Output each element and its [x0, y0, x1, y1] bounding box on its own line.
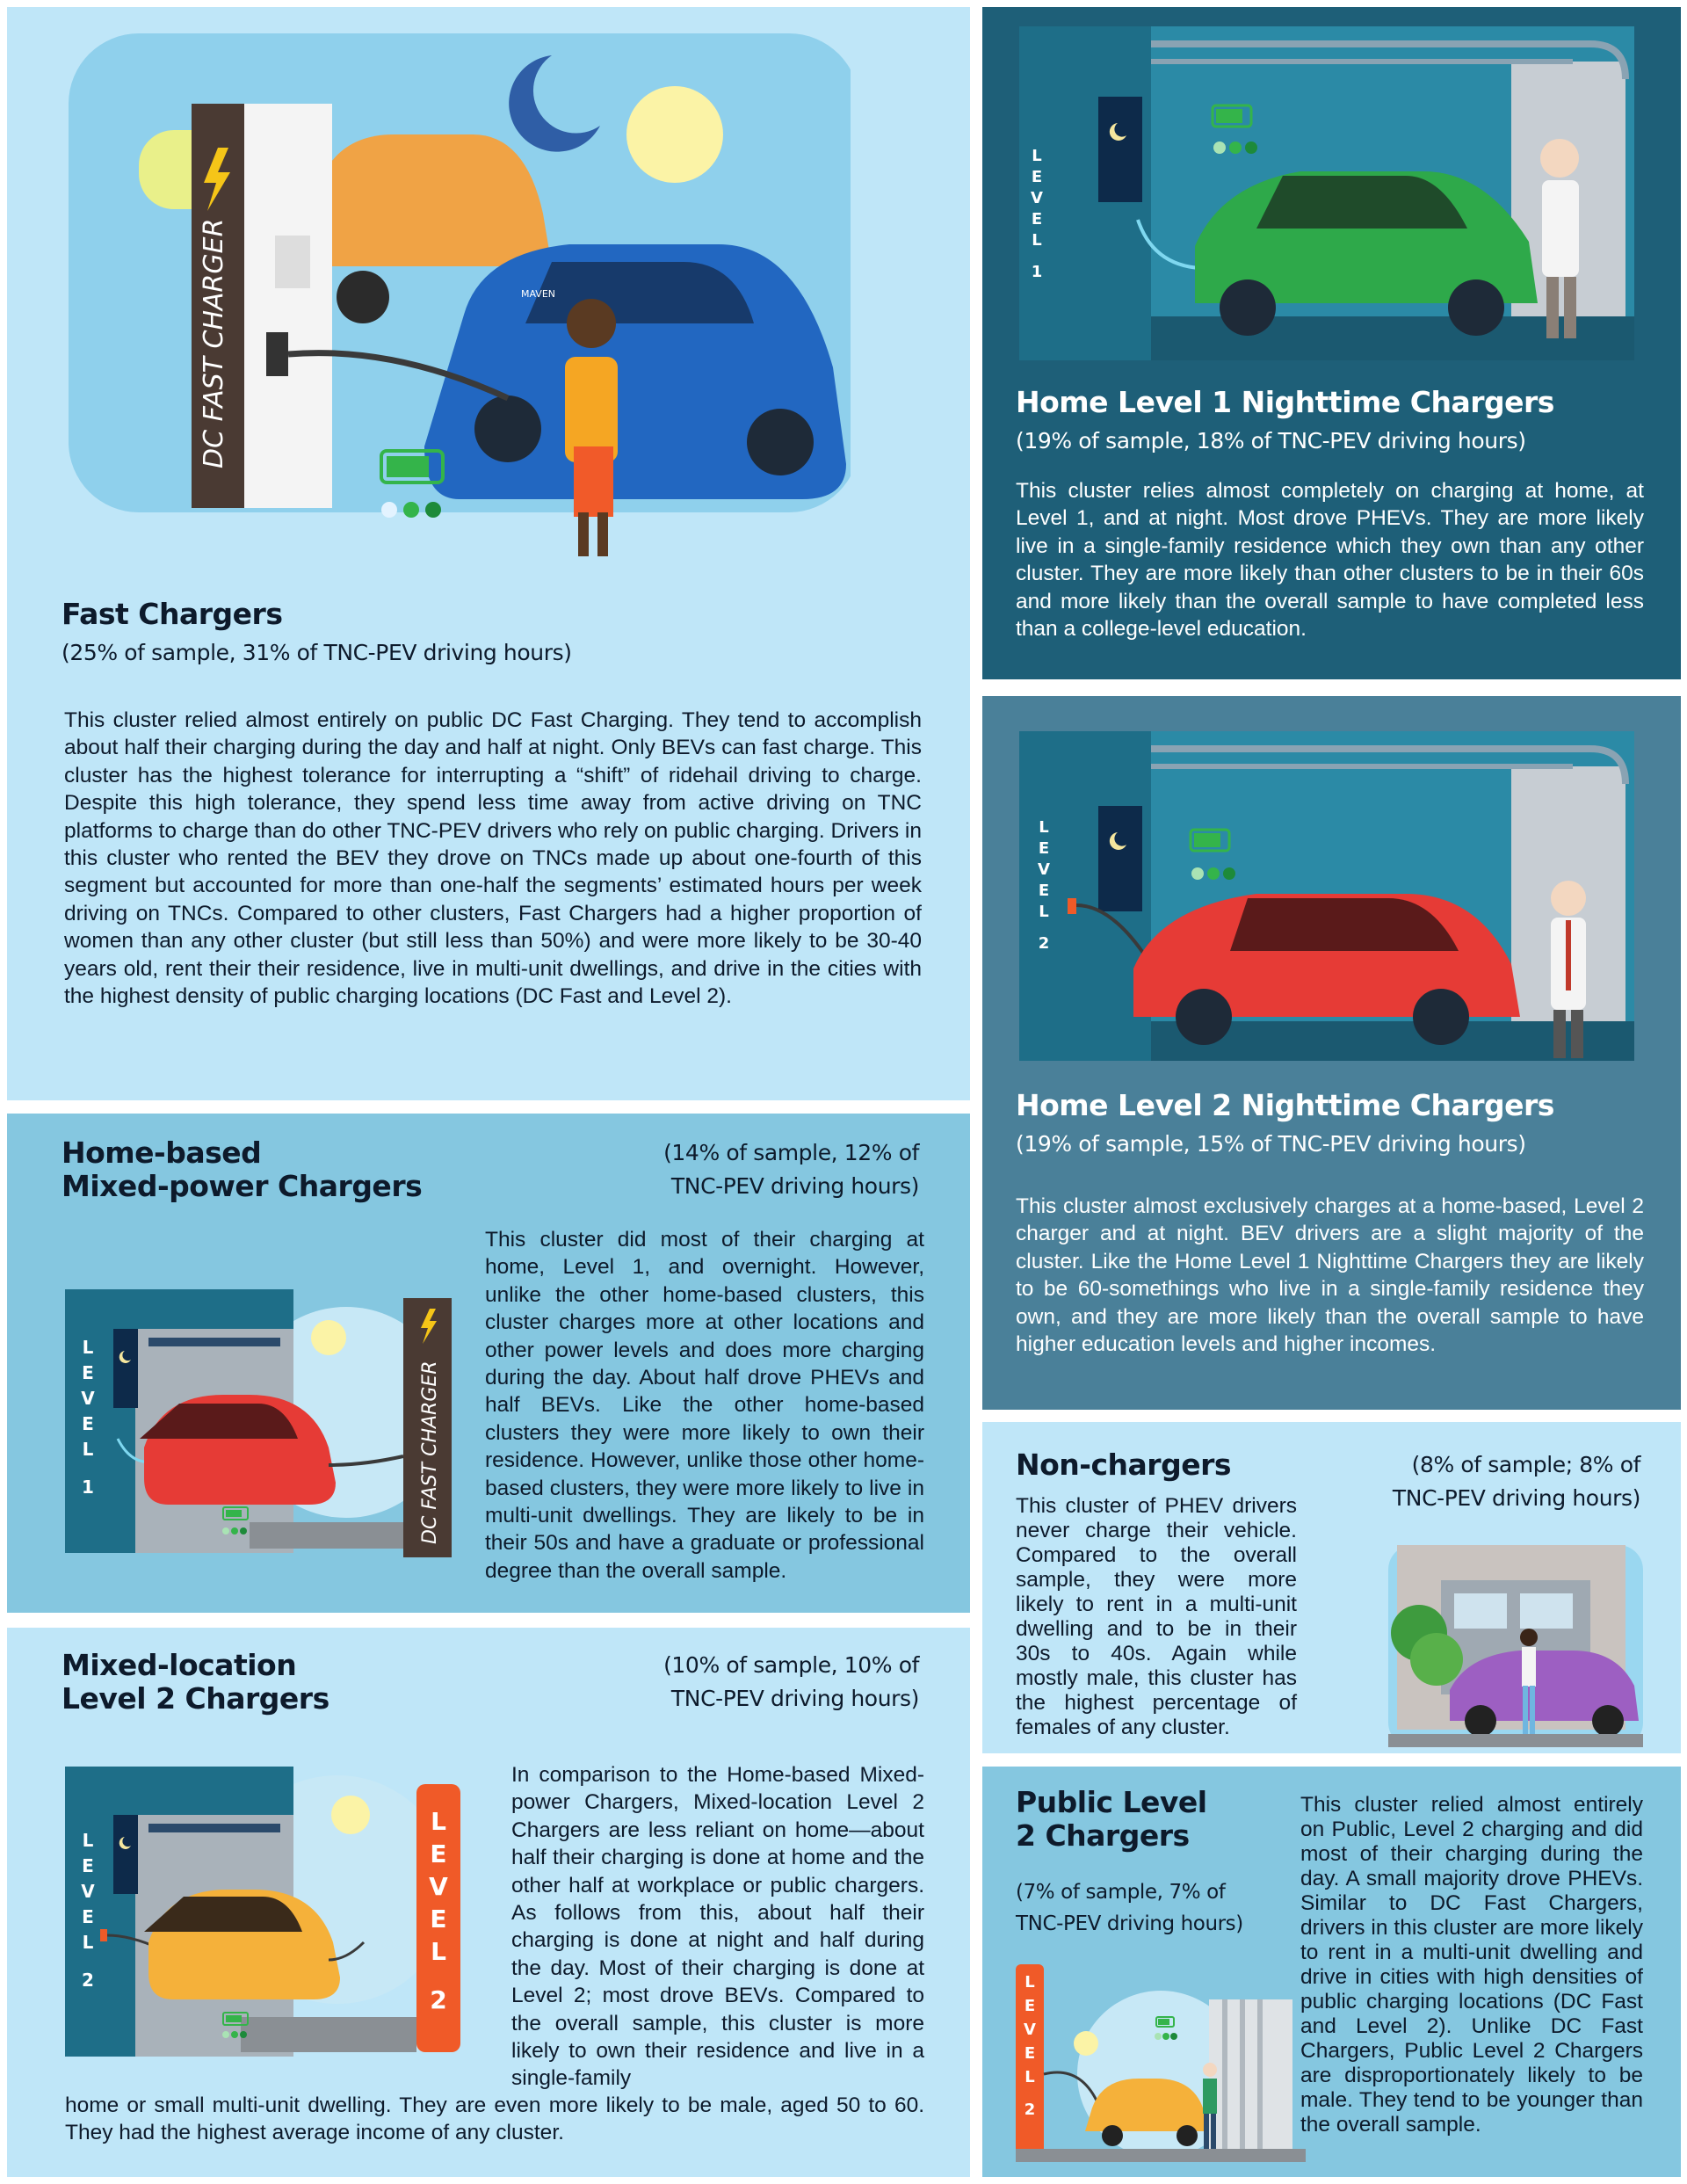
public-level2-subtitle-line2: TNC-PEV driving hours) [1016, 1912, 1243, 1935]
mixed-location-subtitle-line2: TNC-PEV driving hours) [670, 1686, 919, 1711]
fast-chargers-body: This cluster relied almost entirely on public DC Fast Charging. They tend to accomplish about half their charging during the day and half at night. Only BEVs can fast charge. This cluster has the highest tolerance for interrupting a “shift” of ridehail driving to charge. Despite this high tolerance, they spend less time away from active driving on TNC platforms to charge than do other TNC-PEV drivers who rely on public charging. Drivers in this cluster who rented the BEV they drove on TNCs made up about one-fourth of this segment but accounted for more than one-half the segments’ estimated hours per week driving on TNCs. Compared to other clusters, Fast Chargers had a higher proportion of women than any other cluster (but still less than 50%) and were more likely to be 30-40 years old, rent their their residence, live in multi-unit dwellings, and drive in the cities with the highest density of public charging locations (DC Fast and Level 2). [64, 708, 922, 1009]
level-letter: L [1032, 147, 1042, 165]
level-letter: L [82, 1439, 94, 1460]
mixed-power-subtitle-line2: TNC-PEV driving hours) [670, 1173, 919, 1199]
level-letter: E [82, 1855, 94, 1876]
fast-charger-illustration [60, 7, 851, 570]
level-letter: E [1038, 839, 1050, 858]
level-letter: V [1031, 189, 1043, 207]
level-letter: L [1039, 903, 1049, 921]
level-number: 1 [1031, 263, 1043, 281]
mixed-location-level-letters [79, 1828, 97, 1993]
level-letter: E [1024, 2044, 1036, 2063]
public-level2-subtitle-line1: (7% of sample, 7% of [1016, 1881, 1226, 1904]
level-letter: V [81, 1388, 95, 1409]
home-level2-title: Home Level 2 Nighttime Chargers [1016, 1088, 1554, 1122]
level-letter: E [1024, 1997, 1036, 2015]
level-letter: E [82, 1362, 94, 1383]
mixed-location-panel [7, 1628, 970, 2177]
level-letter: E [1038, 882, 1050, 900]
mixed-location-body: In comparison to the Home-based Mixed-power Chargers, Mixed-location Level 2 Chargers are less reliant on home—about half their charging is done at home and the other half at workplace or public chargers. As follows from this, about half their charging is done at night and half during the day. Most of their charging is done at Level 2; most drove BEVs. Compared to the overall sample, this cluster is more likely to own their residence and live in a single-family [511, 1763, 924, 2091]
mixed-power-title-line1: Home-based [62, 1136, 262, 1170]
mixed-power-charger-label: DC FAST CHARGER [419, 1360, 441, 1544]
mixed-location-title-line2: Level 2 Chargers [62, 1681, 329, 1716]
public-level2-illustration [1016, 1964, 1306, 2162]
level-letter: E [82, 1413, 94, 1434]
level-letter: E [1031, 210, 1043, 229]
level-letter: L [1025, 1973, 1035, 1992]
charger-level-number: 2 [430, 1985, 447, 2014]
non-chargers-panel [982, 1422, 1681, 1753]
non-chargers-subtitle-line2: TNC-PEV driving hours) [1392, 1485, 1640, 1511]
non-chargers-subtitle-line1: (8% of sample; 8% of [1411, 1452, 1640, 1477]
mixed-location-subtitle-line1: (10% of sample, 10% of [663, 1652, 919, 1678]
level-letter: E [82, 1906, 94, 1927]
home-level1-panel [982, 7, 1681, 679]
public-level2-panel [982, 1767, 1681, 2177]
non-chargers-body: This cluster of PHEV drivers never charge their vehicle. Compared to the overall sample, they were more likely to rent in a multi-unit dwelling and to be in their 30s to 40s. Again while mostly male, this cluster has the highest percentage of females of any cluster. [1016, 1494, 1297, 1739]
charger-level-letter: L [431, 1807, 446, 1836]
home-level2-illustration [1019, 731, 1634, 1061]
home-level2-subtitle: (19% of sample, 15% of TNC-PEV driving hours) [1016, 1131, 1526, 1157]
home-level1-subtitle: (19% of sample, 18% of TNC-PEV driving hours) [1016, 428, 1526, 453]
level-letter: V [1038, 860, 1050, 879]
mixed-location-body-end: home or small multi-unit dwelling. They are even more likely to be male, aged 50 to 60. They had the highest average income of any cluster. [65, 2093, 924, 2145]
level-letter: L [1025, 2068, 1035, 2086]
level-number: 1 [82, 1477, 94, 1498]
fast-chargers-subtitle: (25% of sample, 31% of TNC-PEV driving hours) [62, 640, 572, 665]
mixed-power-subtitle-line1: (14% of sample, 12% of [663, 1140, 919, 1165]
home-level1-illustration [1019, 26, 1634, 360]
charger-level-letter: V [429, 1872, 448, 1901]
level-letter: L [1032, 231, 1042, 250]
mixed-location-charger-letters [416, 1805, 460, 2016]
level-letter: V [1024, 2021, 1036, 2039]
home-level1-title: Home Level 1 Nighttime Chargers [1016, 385, 1554, 419]
level-letter: V [81, 1881, 95, 1902]
home-level2-body: This cluster almost exclusively charges at a home-based, Level 2 charger and at night. BEV drivers are a slight majority of the cluster. Like the Home Level 1 Nighttime Chargers they are likely to be 60-somethings who live in a single-family residence they own, and they are more likely than the overall sample to have higher education levels and higher incomes. [1016, 1194, 1644, 1357]
mixed-power-illustration [65, 1289, 478, 1562]
dc-fast-charger-label: DC FAST CHARGER [199, 218, 229, 468]
level-letter: L [1039, 818, 1049, 837]
car-brand-label: MAVEN [521, 288, 556, 300]
home-level2-panel [982, 696, 1681, 1410]
level-number: 2 [82, 1970, 94, 1991]
fast-chargers-panel [7, 7, 970, 1100]
public-level2-level-letters [1016, 1970, 1044, 2122]
level-letter: E [1031, 168, 1043, 186]
level-letter: L [82, 1932, 94, 1953]
non-chargers-illustration [1388, 1545, 1643, 1747]
level-number: 2 [1024, 2101, 1036, 2119]
public-level2-body: This cluster relied almost entirely on Public, Level 2 charging and did most of their charging during the day. A small majority drove PHEVs. Similar to DC Fast Chargers, drivers in this cluster are more likely to rent in a multi-unit dwelling and drive in cities with high densities of public charging locations (DC Fast and Level 2). Unlike DC Fast Chargers, Public Level 2 Chargers are disproportionately likely to be male. They tend to be younger than the overall sample. [1300, 1793, 1643, 2137]
fast-chargers-title: Fast Chargers [62, 597, 283, 631]
mixed-power-title-line2: Mixed-power Chargers [62, 1169, 423, 1203]
home2-level-letters [1035, 817, 1053, 954]
level-number: 2 [1038, 934, 1050, 953]
mixed-location-title-line1: Mixed-location [62, 1648, 297, 1682]
mixed-power-panel [7, 1114, 970, 1613]
public-level2-title-line2: 2 Chargers [1016, 1818, 1190, 1853]
charger-level-letter: E [430, 1905, 447, 1934]
mixed-power-level-letters [79, 1335, 97, 1500]
charger-level-letter: L [431, 1937, 446, 1966]
non-chargers-title: Non-chargers [1016, 1448, 1231, 1482]
charger-level-letter: E [430, 1839, 447, 1868]
home1-level-letters [1028, 146, 1046, 283]
level-letter: L [82, 1830, 94, 1851]
level-letter: L [82, 1337, 94, 1358]
public-level2-title-line1: Public Level [1016, 1785, 1207, 1819]
mixed-power-body: This cluster did most of their charging at home, Level 1, and overnight. However, unlike the other home-based clusters, this cluster charges more at other locations and other power levels and does more charging during the day. About half drove PHEVs and half BEVs. Like the other home-based clusters they were more likely to own their residence. However, unlike those other home-based clusters, they were more likely to live in multi-unit dwellings. They are likely to be in their 50s and have a graduate or professional degree than the overall sample. [485, 1228, 924, 1583]
home-level1-body: This cluster relies almost completely on charging at home, at Level 1, and at night. Most drove PHEVs. They are more likely live in a single-family residence which they own than any other cluster. They are more likely than other clusters to be in their 60s and more likely than the overall sample to have completed less than a college-level education. [1016, 479, 1644, 642]
